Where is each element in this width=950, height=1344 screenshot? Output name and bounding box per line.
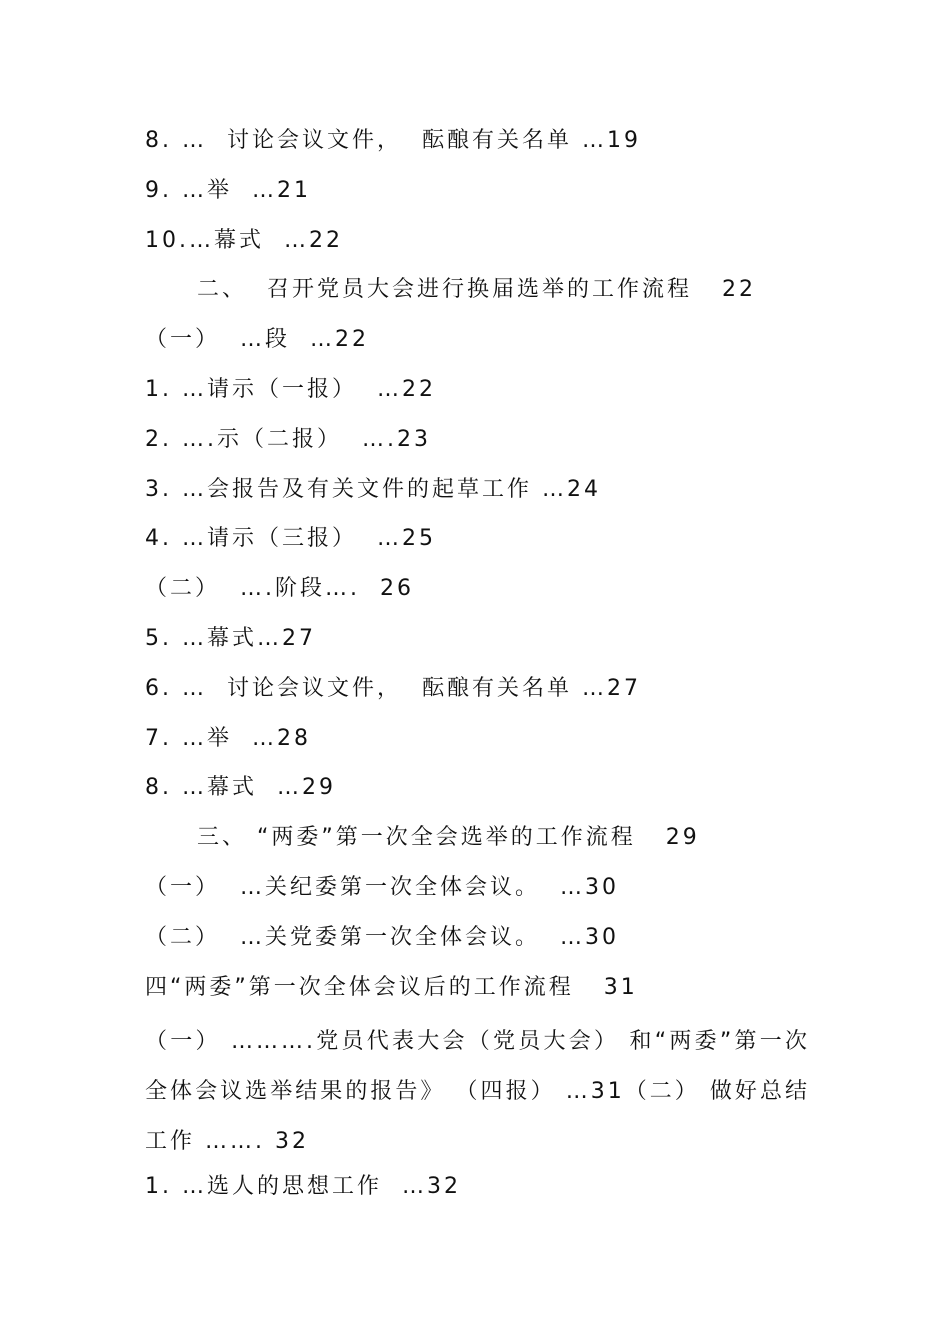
toc-entry: 9. …举 …21 [145, 177, 311, 203]
toc-entry: 10.…幕式 …22 [145, 227, 343, 253]
toc-entry: （一） …段 …22 [145, 327, 369, 353]
toc-entry: 1. …选人的思想工作 …32 [145, 1173, 461, 1199]
toc-paragraph: （一） ……….党员代表大会（党员大会） 和“两委”第一次全体会议选举结果的报告》 （四报） …31（二） 做好总结工作 ……. 32 [145, 1029, 810, 1154]
toc-entry: 5. …幕式…27 [145, 625, 316, 651]
table-of-contents [145, 121, 810, 1217]
toc-entry: （二） …关党委第一次全体会议。 …30 [145, 924, 619, 950]
toc-entry: 8. … 讨论会议文件， 酝酿有关名单 …19 [145, 128, 641, 153]
toc-section-heading: 四“两委”第一次全体会议后的工作流程 31 [145, 974, 638, 1000]
toc-section-heading: 三、 “两委”第一次全会选举的工作流程 29 [197, 825, 700, 851]
toc-entry: （一） …关纪委第一次全体会议。 …30 [145, 874, 619, 900]
toc-entry: 6. … 讨论会议文件， 酝酿有关名单 …27 [145, 675, 641, 701]
toc-entry: 7. …举 …28 [145, 725, 311, 751]
toc-entry: 4. …请示（三报） …25 [145, 526, 436, 552]
toc-entry: 2. ….示（二报） ….23 [145, 426, 431, 452]
toc-entry: 1. …请示（一报） …22 [145, 376, 436, 402]
toc-section-heading: 二、 召开党员大会进行换届选举的工作流程 22 [197, 277, 756, 303]
toc-entry: （二） ….阶段…. 26 [145, 576, 414, 602]
toc-entry: 8. …幕式 …29 [145, 775, 336, 801]
toc-entry: 3. …会报告及有关文件的起草工作 …24 [145, 476, 601, 502]
